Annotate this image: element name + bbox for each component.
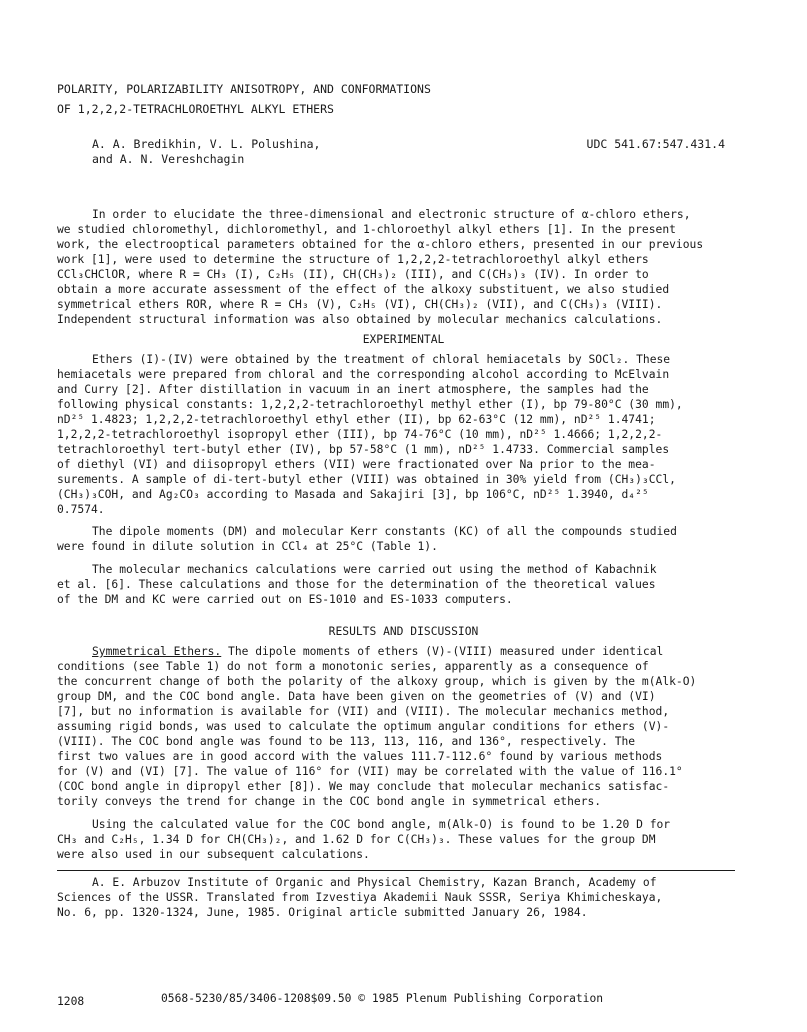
footnote-line: A. E. Arbuzov Institute of Organic and Physical Chemistry, Kazan Branch, Academy of	[92, 876, 657, 889]
body-line-rest: The dipole moments of ethers (V)-(VIII) measured under identical	[221, 645, 664, 658]
body-line: torily conveys the trend for change in the COC bond angle in symmetrical ethers.	[57, 795, 602, 808]
article-title-line-1: POLARITY, POLARIZABILITY ANISOTROPY, AND CONFORMATIONS	[57, 82, 431, 96]
body-line: symmetrical ethers ROR, where R = CH₃ (V), C₂H₅ (VI), CH(CH₃)₂ (VII), and C(CH₃)₃ (VIII).	[57, 298, 663, 311]
body-line: were found in dilute solution in CCl₄ at 25°C (Table 1).	[57, 540, 438, 553]
body-line: et al. [6]. These calculations and those for the determination of the theoretical values	[57, 578, 656, 591]
body-line: for (V) and (VI) [7]. The value of 116° for (VII) may be correlated with the value of 116.1°	[57, 765, 683, 778]
body-line	[92, 645, 770, 660]
body-line: of diethyl (VI) and diisopropyl ethers (VII) were fractionated over Na prior to the mea-	[57, 458, 656, 471]
body-line: following physical constants: 1,2,2,2-tetrachloroethyl methyl ether (I), bp 79-80°C (30 mm),	[57, 398, 683, 411]
section-heading-results: RESULTS AND DISCUSSION	[328, 625, 479, 638]
copyright-line: 0568-5230/85/3406-1208$09.50 © 1985 Plenum Publishing Corporation	[161, 992, 604, 1005]
body-line: work [1], were used to determine the structure of 1,2,2,2-tetrachloroethyl alkyl ethers	[57, 253, 649, 266]
body-line: CCl₃CHClOR, where R = CH₃ (I), C₂H₅ (II), CH(CH₃)₂ (III), and C(CH₃)₃ (IV). In order to	[57, 268, 649, 281]
footnote-line: No. 6, pp. 1320-1324, June, 1985. Original article submitted January 26, 1984.	[57, 906, 588, 919]
body-line: and Curry [2]. After distillation in vacuum in an inert atmosphere, the samples had the	[57, 383, 649, 396]
body-line: 1,2,2,2-tetrachloroethyl isopropyl ether (III), bp 74-76°C (10 mm), nD²⁵ 1.4666; 1,2,2,2-	[57, 428, 663, 441]
body-line: first two values are in good accord with the values 111.7-112.6° found by various methods	[57, 750, 663, 763]
subheading-symmetrical-ethers: Symmetrical Ethers.	[92, 645, 222, 658]
body-line: conditions (see Table 1) do not form a monotonic series, apparently as a consequence of	[57, 660, 649, 673]
body-line: obtain a more accurate assessment of the effect of the alkoxy substituent, we also studied	[57, 283, 670, 296]
body-line: the concurrent change of both the polarity of the alkoxy group, which is given by the m(Alk-O)	[57, 675, 697, 688]
body-line: of the DM and KC were carried out on ES-1010 and ES-1033 computers.	[57, 593, 513, 606]
body-line: tetrachloroethyl tert-butyl ether (IV), bp 57-58°C (1 mm), nD²⁵ 1.4733. Commercial samples	[57, 443, 670, 456]
body-line: work, the electrooptical parameters obtained for the α-chloro ethers, presented in our previous	[57, 238, 704, 251]
body-line: (VIII). The COC bond angle was found to be 113, 113, 116, and 136°, respectively. The	[57, 735, 636, 748]
body-line: Independent structural information was also obtained by molecular mechanics calculations.	[57, 313, 663, 326]
authors-line-2: and A. N. Vereshchagin	[92, 152, 245, 166]
body-line: [7], but no information is available for (VII) and (VIII). The molecular mechanics method,	[57, 705, 670, 718]
body-line: (COC bond angle in dipropyl ether [8]). We may conclude that molecular mechanics satisfac-	[57, 780, 670, 793]
body-line: hemiacetals were prepared from chloral and the corresponding alcohol according to McElvain	[57, 368, 670, 381]
body-line: Using the calculated value for the COC bond angle, m(Alk-O) is found to be 1.20 D for	[92, 818, 671, 831]
body-line: assuming rigid bonds, was used to calculate the optimum angular conditions for ethers (V)-	[57, 720, 670, 733]
body-line: surements. A sample of di-tert-butyl ether (VIII) was obtained in 30% yield from (CH₃)₃CCl,	[57, 473, 676, 486]
footnote-rule	[57, 870, 735, 871]
body-line: Ethers (I)-(IV) were obtained by the treatment of chloral hemiacetals by SOCl₂. These	[92, 353, 671, 366]
body-line: (CH₃)₃COH, and Ag₂CO₃ according to Masada and Sakajiri [3], bp 106°C, nD²⁵ 1.3940, d₄²⁵	[57, 488, 649, 501]
page-number: 1208	[57, 995, 85, 1008]
body-line: CH₃ and C₂H₅, 1.34 D for CH(CH₃)₂, and 1.62 D for C(CH₃)₃. These values for the group DM	[57, 833, 656, 846]
article-title-line-2: OF 1,2,2,2-TETRACHLOROETHYL ALKYL ETHERS	[57, 102, 334, 116]
udc-code: UDC 541.67:547.431.4	[586, 137, 725, 151]
body-line: In order to elucidate the three-dimensional and electronic structure of α-chloro ethers,	[92, 208, 691, 221]
body-line: The molecular mechanics calculations were carried out using the method of Kabachnik	[92, 563, 657, 576]
body-line: 0.7574.	[57, 503, 105, 516]
body-line: we studied chloromethyl, dichloromethyl, and 1-chloroethyl alkyl ethers [1]. In the present	[57, 223, 676, 236]
body-line: nD²⁵ 1.4823; 1,2,2,2-tetrachloroethyl ethyl ether (II), bp 62-63°C (12 mm), nD²⁵ 1.4741;	[57, 413, 656, 426]
body-line: The dipole moments (DM) and molecular Kerr constants (KC) of all the compounds studied	[92, 525, 677, 538]
authors-line-1: A. A. Bredikhin, V. L. Polushina,	[92, 137, 321, 151]
section-heading-experimental: EXPERIMENTAL	[362, 333, 445, 346]
body-line: group DM, and the COC bond angle. Data have been given on the geometries of (V) and (VI)	[57, 690, 656, 703]
body-line: were also used in our subsequent calculations.	[57, 848, 370, 861]
footnote-line: Sciences of the USSR. Translated from Izvestiya Akademii Nauk SSSR, Seriya Khimicheskaya,	[57, 891, 663, 904]
